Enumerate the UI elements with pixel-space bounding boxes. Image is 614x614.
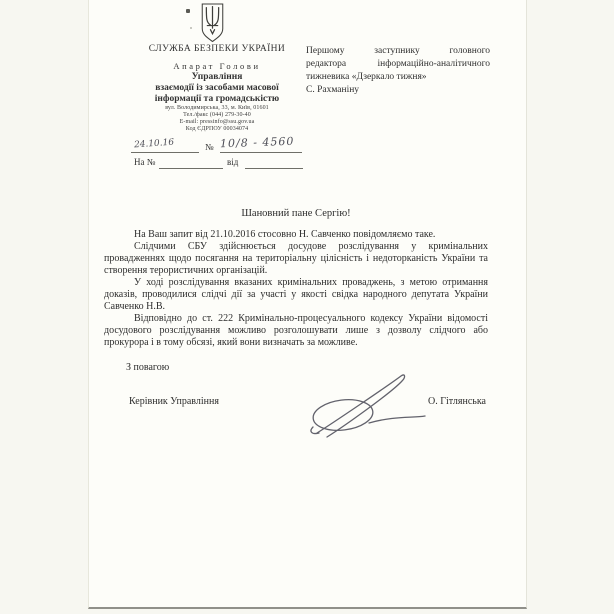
recipient-line: С. Рахманіну — [306, 85, 360, 95]
org-name: СЛУЖБА БЕЗПЕКИ УКРАЇНИ — [148, 44, 286, 54]
org-unit-line: взаємодії із засобами масової — [155, 83, 279, 93]
recipient-line: Першому заступнику головного — [306, 46, 490, 56]
contact-email: E-mail: pressinfo@ssu.gov.ua — [179, 119, 255, 125]
handwritten-date: 24.10.16 — [133, 137, 175, 151]
signer-name: О. Гітлянська — [428, 396, 486, 407]
letter-page — [88, 0, 527, 609]
scan-artifact-dot — [186, 9, 190, 13]
salutation: Шановний пане Сергію! — [241, 208, 351, 219]
letterhead-org-block — [117, 44, 317, 105]
recipient-line: тижневика «Дзеркало тижня» — [306, 72, 427, 82]
org-unit-line: Апарат Голови — [173, 61, 261, 71]
contact-phone: Тел./факс (044) 279-30-40 — [183, 112, 251, 118]
signature-row — [104, 396, 488, 407]
handwritten-number: 10/8 - 4560 — [219, 134, 295, 151]
number-underline — [220, 152, 302, 153]
trident-emblem-icon — [200, 3, 225, 43]
letter-body — [104, 229, 488, 349]
body-paragraph: Слідчими СБУ здійснюється досудове розслідування у кримінальних провадженнях щодо посягання на територіальну цілісність і недоторканість України та створення терористичних організацій. — [104, 241, 488, 276]
body-paragraph: На Ваш запит від 21.10.2016 стосовно Н. Савченко повідомляємо таке. — [134, 229, 436, 240]
reply-from-underline — [245, 168, 303, 169]
body-paragraph: Відповідно до ст. 222 Кримінально-процесуального кодексу України відомості досудового розслідування можливо розголошувати лише з дозволу слідчого або прокурора і в тому обсязі, який вони визначать за можливе. — [104, 313, 488, 348]
reply-from-label: від — [227, 157, 239, 167]
contact-code: Код ЄДРПОУ 00034074 — [185, 126, 249, 132]
recipient-line: редактора інформаційно-аналітичного — [306, 59, 490, 69]
closing-phrase: З повагою — [126, 362, 170, 373]
contact-address: вул. Володимирська, 33, м. Київ, 01601 — [165, 105, 269, 111]
reply-no-underline — [159, 168, 223, 169]
org-unit-line: Управління — [191, 72, 243, 82]
recipient-block — [306, 45, 490, 97]
number-sign: № — [205, 142, 214, 152]
date-underline — [131, 152, 199, 153]
body-paragraph: У ході розслідування вказаних кримінальних проваджень, з метою отримання доказів, проводилися слідчі дії за участі у якості свідка народного депутата України Савченко Н.В. — [104, 277, 488, 312]
org-unit-line: інформації та громадськістю — [154, 94, 280, 104]
scan-artifact-dot — [190, 27, 192, 29]
reply-no-label: На № — [134, 157, 156, 167]
signer-position: Керівник Управління — [129, 396, 219, 407]
letterhead-contact-block — [117, 105, 317, 133]
